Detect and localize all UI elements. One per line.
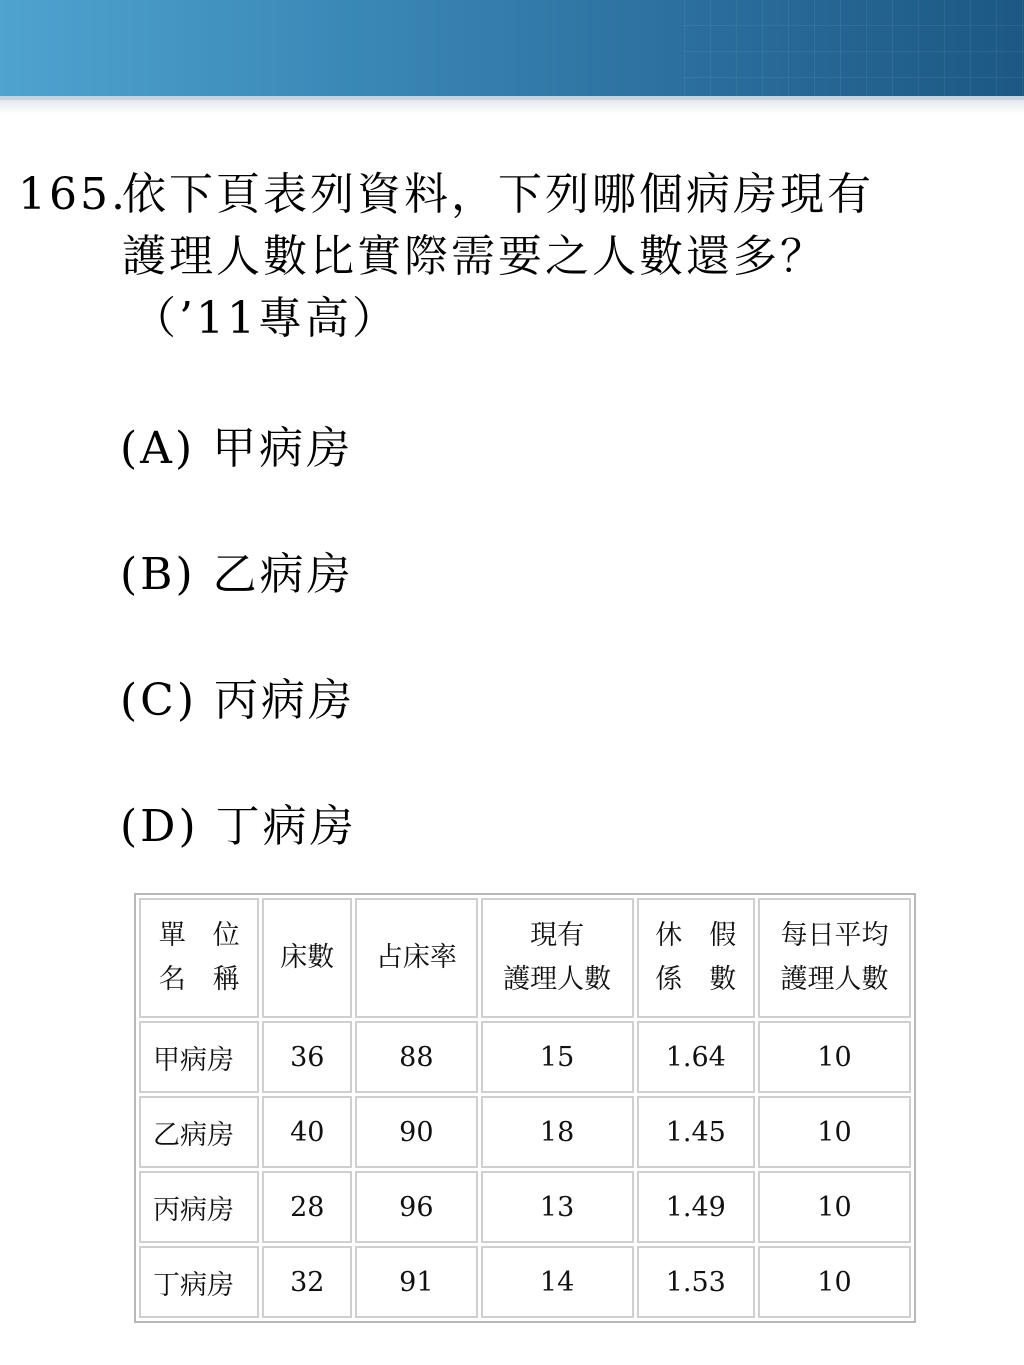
question-line-1: 依下頁表列資料，下列哪個病房現有 [122, 169, 874, 220]
header-banner [0, 0, 1024, 96]
option-a[interactable] [120, 418, 357, 544]
header-bed-count: 床數 [262, 898, 352, 1018]
table-cell-daily-avg: 10 [758, 1246, 911, 1318]
table-row [139, 1021, 911, 1093]
header-current-nurses: 現有 護理人數 [481, 898, 634, 1018]
header-unit-name: 單 位 名 稱 [139, 898, 259, 1018]
option-c-text: 丙病房 [214, 675, 355, 726]
option-d-label: (D) [120, 801, 199, 852]
table-cell-leave-factor: 1.49 [637, 1171, 755, 1243]
header-leave-factor: 休 假 係 數 [637, 898, 755, 1018]
table-cell-occupancy: 88 [355, 1021, 477, 1093]
table-cell-current-nurses: 15 [481, 1021, 634, 1093]
answer-options [120, 418, 357, 922]
table-cell-beds: 32 [262, 1246, 352, 1318]
banner-grid-pattern [684, 0, 1024, 96]
question-text [122, 164, 982, 350]
option-b-text: 乙病房 [212, 549, 354, 600]
ward-data-table-wrapper [134, 893, 916, 1319]
question-number: 165. [18, 169, 128, 220]
table-cell-daily-avg: 10 [758, 1096, 911, 1168]
option-b-label: (B) [120, 549, 196, 600]
table-cell-unit: 乙病房 [139, 1096, 259, 1168]
table-cell-occupancy: 90 [355, 1096, 477, 1168]
table-row [139, 1096, 911, 1168]
header-occupancy-rate: 占床率 [355, 898, 477, 1018]
table-cell-current-nurses: 13 [481, 1171, 634, 1243]
table-cell-leave-factor: 1.45 [637, 1096, 755, 1168]
table-cell-occupancy: 96 [355, 1171, 477, 1243]
table-cell-beds: 36 [262, 1021, 352, 1093]
table-cell-daily-avg: 10 [758, 1021, 911, 1093]
option-b[interactable] [120, 544, 357, 670]
option-a-label: (A) [120, 423, 196, 474]
option-a-text: 甲病房 [212, 423, 354, 474]
question-source: （’11專高） [132, 293, 399, 344]
table-row [139, 1246, 911, 1318]
header-shadow [0, 100, 1024, 114]
ward-data-table [134, 893, 916, 1323]
question-line-2: 護理人數比實際需要之人數還多？ [122, 231, 827, 282]
header-daily-avg-nurses: 每日平均 護理人數 [758, 898, 911, 1018]
table-cell-current-nurses: 18 [481, 1096, 634, 1168]
option-c-label: (C) [120, 675, 197, 726]
table-cell-unit: 甲病房 [139, 1021, 259, 1093]
table-cell-leave-factor: 1.53 [637, 1246, 755, 1318]
table-cell-beds: 28 [262, 1171, 352, 1243]
table-cell-current-nurses: 14 [481, 1246, 634, 1318]
table-cell-leave-factor: 1.64 [637, 1021, 755, 1093]
table-header-row [139, 898, 911, 1018]
table-cell-unit: 丁病房 [139, 1246, 259, 1318]
table-cell-beds: 40 [262, 1096, 352, 1168]
option-d-text: 丁病房 [215, 801, 357, 852]
table-cell-unit: 丙病房 [139, 1171, 259, 1243]
table-row [139, 1171, 911, 1243]
table-cell-occupancy: 91 [355, 1246, 477, 1318]
table-cell-daily-avg: 10 [758, 1171, 911, 1243]
option-c[interactable] [120, 670, 357, 796]
